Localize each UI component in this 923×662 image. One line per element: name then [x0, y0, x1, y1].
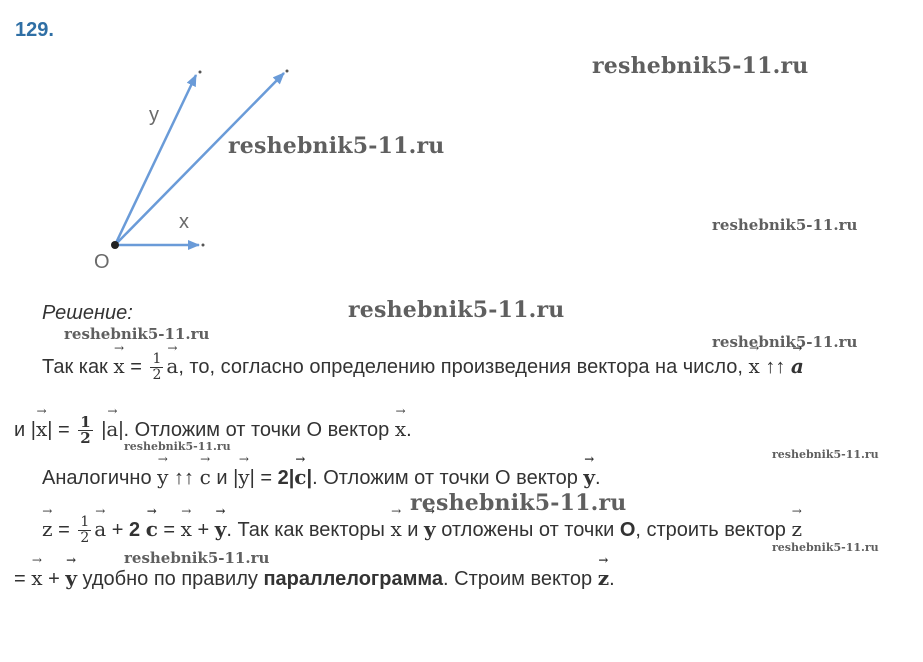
- bold-text: 2|: [277, 467, 295, 489]
- denominator: 2: [80, 530, 90, 546]
- vector-a: → a: [166, 354, 178, 378]
- watermark: reshebnik5-11.ru: [772, 448, 879, 461]
- vector-x: → x: [181, 517, 192, 541]
- vector-y: → y: [157, 465, 168, 489]
- label-origin: O: [94, 251, 110, 273]
- numerator: 1: [80, 514, 90, 530]
- watermark: reshebnik5-11.ru: [124, 440, 231, 453]
- codirected-symbol: ↑↑: [759, 355, 791, 378]
- text: =: [52, 518, 76, 541]
- bold-text: параллелограмма: [263, 568, 444, 590]
- watermark: reshebnik5-11.ru: [348, 297, 565, 323]
- fraction-one-half: [78, 415, 92, 446]
- origin-point: [111, 241, 119, 249]
- vector-x-endpoint: [202, 244, 205, 247]
- text: и |: [210, 467, 239, 489]
- watermark: reshebnik5-11.ru: [124, 549, 270, 567]
- vector-z-arrow: [115, 73, 284, 245]
- text: и |: [14, 418, 36, 441]
- solution-line-4: [42, 515, 802, 546]
- bold-text: 2: [129, 518, 146, 541]
- denominator: 2: [80, 429, 91, 447]
- text: , строить вектор: [635, 518, 792, 541]
- text: |. Отложим от точки O вектор: [118, 418, 395, 441]
- text: и: [401, 518, 425, 541]
- text: Так как: [42, 355, 114, 378]
- text: =: [124, 355, 148, 378]
- solution-line-5: [14, 566, 615, 591]
- numerator: 1: [80, 413, 91, 431]
- text: +: [191, 518, 215, 541]
- numerator: 1: [152, 351, 162, 367]
- text: .: [406, 418, 412, 441]
- fraction-one-half: [78, 515, 91, 546]
- watermark: reshebnik5-11.ru: [712, 216, 858, 234]
- solution-line-1: [42, 352, 804, 383]
- text: . Отложим от точки O вектор: [312, 467, 584, 489]
- text: =: [157, 518, 181, 541]
- denominator: 2: [152, 367, 162, 383]
- solution-line-2: [14, 415, 412, 446]
- watermark: reshebnik5-11.ru: [410, 490, 627, 516]
- bold-text: O: [619, 518, 636, 541]
- vector-x: → x: [390, 517, 401, 541]
- vector-x: → x: [748, 354, 759, 378]
- vector-a: → a: [791, 354, 804, 378]
- text: .: [595, 467, 601, 489]
- text: удобно по правилу: [76, 568, 264, 590]
- text: Аналогично: [42, 467, 158, 489]
- text: | =: [47, 418, 76, 441]
- vector-z-endpoint: [286, 70, 289, 73]
- watermark: reshebnik5-11.ru: [64, 325, 210, 343]
- watermark: reshebnik5-11.ru: [228, 133, 445, 159]
- vector-z: → z: [42, 517, 53, 541]
- solution-heading: Решение:: [42, 302, 133, 324]
- text: . Так как векторы: [226, 518, 391, 541]
- vector-y: → y: [215, 517, 227, 541]
- vector-y: → y: [583, 465, 595, 489]
- text: +: [106, 518, 129, 541]
- vector-z: → z: [791, 517, 802, 541]
- vector-c: → c: [294, 465, 306, 489]
- vector-x: → x: [31, 566, 42, 590]
- vector-a: → a: [106, 417, 118, 441]
- fraction-one-half: [150, 352, 163, 383]
- vector-y: → y: [424, 517, 436, 541]
- vector-c: → c: [146, 517, 158, 541]
- text: отложены от точки: [435, 518, 620, 541]
- vector-y: → y: [238, 465, 249, 489]
- label-y: y: [149, 104, 159, 126]
- vector-c: → c: [200, 465, 211, 489]
- vector-x: → x: [395, 417, 406, 441]
- vector-x: → x: [113, 354, 124, 378]
- vector-diagram: [0, 0, 320, 290]
- watermark: reshebnik5-11.ru: [592, 53, 809, 79]
- vector-x: → x: [36, 417, 47, 441]
- text: |: [95, 418, 107, 441]
- text: =: [14, 568, 32, 590]
- text: .: [609, 568, 615, 590]
- vector-a: → a: [94, 517, 106, 541]
- label-x: x: [179, 211, 189, 233]
- codirected-symbol: ↑↑: [168, 467, 200, 489]
- text: +: [42, 568, 66, 590]
- text: , то, согласно определению произведения вектора на число,: [178, 355, 749, 378]
- vector-y-endpoint: [199, 71, 202, 74]
- vector-y: → y: [65, 566, 77, 590]
- vector-z: → z: [598, 566, 609, 590]
- solution-line-3: [42, 465, 601, 490]
- watermark: reshebnik5-11.ru: [772, 541, 879, 554]
- problem-number: 129.: [15, 19, 54, 41]
- watermark: reshebnik5-11.ru: [712, 333, 858, 351]
- text: . Строим вектор: [443, 568, 598, 590]
- text: | =: [249, 467, 278, 489]
- bold-text: |: [306, 467, 313, 489]
